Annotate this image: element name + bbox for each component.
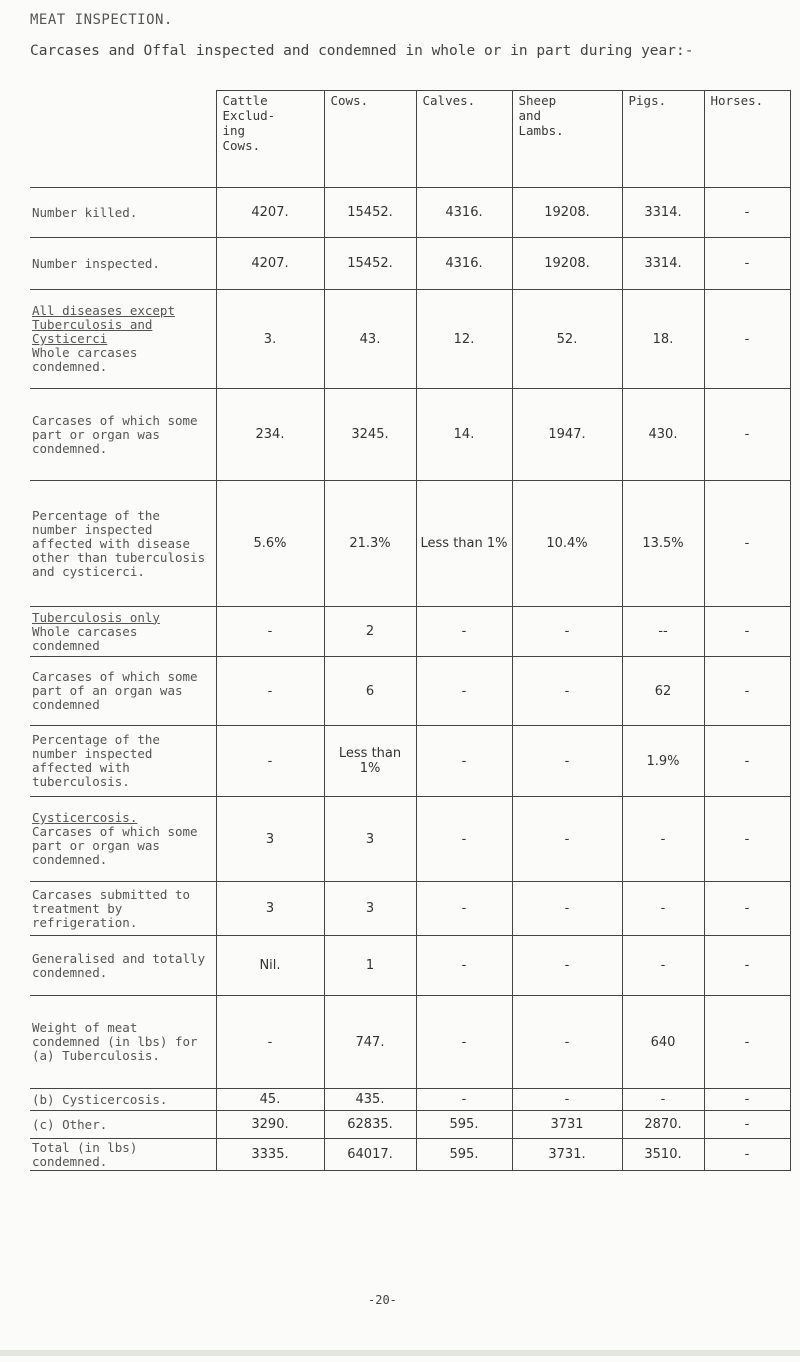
row-label: Carcases of which some part or organ was condemned. — [30, 389, 216, 481]
table-row — [30, 882, 790, 936]
cell-value: - — [704, 797, 790, 882]
header-corner — [30, 91, 216, 188]
cell-value: - — [216, 996, 324, 1089]
row-label: Percentage of the number inspected affected with disease other than tuberculosis and cysticerci. — [30, 481, 216, 607]
cell-value: - — [512, 996, 622, 1089]
section-heading: All diseases except Tuberculosis and Cysticerci — [32, 303, 175, 346]
row-label: Number inspected. — [30, 238, 216, 290]
cell-value: 3245. — [324, 389, 416, 481]
cell-value: - — [704, 1089, 790, 1111]
cell-value: 21.3% — [324, 481, 416, 607]
cell-value: 62835. — [324, 1111, 416, 1139]
cell-value: 3290. — [216, 1111, 324, 1139]
row-label: Percentage of the number inspected affected with tuberculosis. — [30, 726, 216, 797]
cell-value: - — [416, 936, 512, 996]
table-row — [30, 936, 790, 996]
cell-value: 3. — [216, 290, 324, 389]
cell-value: - — [512, 797, 622, 882]
table-row — [30, 481, 790, 607]
cell-value: 15452. — [324, 188, 416, 238]
cell-value: - — [704, 290, 790, 389]
cell-value: - — [704, 607, 790, 657]
table-row — [30, 1111, 790, 1139]
cell-value: 2870. — [622, 1111, 704, 1139]
col-header-cows: Cows. — [324, 91, 416, 188]
meat-inspection-table — [30, 90, 791, 1171]
cell-value: - — [416, 607, 512, 657]
cell-value: 595. — [416, 1139, 512, 1171]
cell-value: - — [416, 657, 512, 726]
cell-value: 15452. — [324, 238, 416, 290]
cell-value: 3510. — [622, 1139, 704, 1171]
cell-value: - — [704, 188, 790, 238]
cell-value: - — [216, 726, 324, 797]
row-label: (c) Other. — [30, 1111, 216, 1139]
cell-value: Nil. — [216, 936, 324, 996]
table-row — [30, 188, 790, 238]
row-label: Carcases submitted to treatment by refrigeration. — [30, 882, 216, 936]
cell-value: 3 — [216, 797, 324, 882]
row-label: Total (in lbs) condemned. — [30, 1139, 216, 1171]
row-label: (b) Cysticercosis. — [30, 1089, 216, 1111]
cell-value: - — [704, 1139, 790, 1171]
table-row — [30, 726, 790, 797]
table-row — [30, 238, 790, 290]
cell-value: - — [704, 481, 790, 607]
cell-value: 3 — [324, 882, 416, 936]
cell-value: Less than 1% — [416, 481, 512, 607]
cell-value: 19208. — [512, 238, 622, 290]
cell-value: 5.6% — [216, 481, 324, 607]
table-row — [30, 1089, 790, 1111]
col-header-calves: Calves. — [416, 91, 512, 188]
cell-value: -- — [622, 607, 704, 657]
cell-value: 3335. — [216, 1139, 324, 1171]
cell-value: - — [416, 882, 512, 936]
cell-value: 430. — [622, 389, 704, 481]
header-row — [30, 91, 790, 188]
table-row — [30, 996, 790, 1089]
cell-value: 3731. — [512, 1139, 622, 1171]
cell-value: 62 — [622, 657, 704, 726]
cell-value: 18. — [622, 290, 704, 389]
row-label: Carcases of which some part of an organ was condemned — [30, 657, 216, 726]
table-row — [30, 290, 790, 389]
table-row — [30, 607, 790, 657]
section-heading: Tuberculosis only — [32, 609, 160, 625]
cell-value: Less than 1% — [324, 726, 416, 797]
table-row — [30, 657, 790, 726]
cell-value: - — [216, 657, 324, 726]
cell-value: 43. — [324, 290, 416, 389]
cell-value: 3314. — [622, 188, 704, 238]
cell-value: - — [622, 882, 704, 936]
cell-value: 435. — [324, 1089, 416, 1111]
cell-value: 3 — [324, 797, 416, 882]
cell-value: - — [512, 726, 622, 797]
page-bottom-edge — [0, 1350, 800, 1356]
cell-value: - — [704, 882, 790, 936]
cell-value: 4316. — [416, 188, 512, 238]
row-label: Weight of meat condemned (in lbs) for (a) Tuberculosis. — [30, 996, 216, 1089]
cell-value: - — [704, 389, 790, 481]
page-heading: MEAT INSPECTION. — [30, 12, 173, 28]
cell-value: - — [622, 797, 704, 882]
cell-value: - — [416, 996, 512, 1089]
cell-value: 45. — [216, 1089, 324, 1111]
col-header-pigs: Pigs. — [622, 91, 704, 188]
col-header-horses: Horses. — [704, 91, 790, 188]
cell-value: - — [512, 1089, 622, 1111]
page-subtitle: Carcases and Offal inspected and condemned in whole or in part during year:- — [30, 43, 694, 59]
row-label: All diseases except Tuberculosis and Cysticerci Whole carcases condemned. — [30, 290, 216, 389]
cell-value: - — [622, 936, 704, 996]
section-heading: Cysticercosis. — [32, 810, 138, 825]
cell-value: 10.4% — [512, 481, 622, 607]
row-label: Number killed. — [30, 188, 216, 238]
cell-value: - — [704, 1111, 790, 1139]
cell-value: 3731 — [512, 1111, 622, 1139]
cell-value: 640 — [622, 996, 704, 1089]
cell-value: 1947. — [512, 389, 622, 481]
table-row — [30, 1139, 790, 1171]
cell-value: - — [512, 607, 622, 657]
page-number: -20- — [368, 1293, 397, 1307]
cell-value: - — [622, 1089, 704, 1111]
cell-value: 19208. — [512, 188, 622, 238]
cell-value: 1 — [324, 936, 416, 996]
cell-value: 4207. — [216, 238, 324, 290]
col-header-cattle: Cattle Exclud- ing Cows. — [216, 91, 324, 188]
cell-value: - — [512, 936, 622, 996]
cell-value: 64017. — [324, 1139, 416, 1171]
row-label: Tuberculosis only Whole carcases condemned — [30, 607, 216, 657]
row-label: Generalised and totally condemned. — [30, 936, 216, 996]
col-header-sheep: Sheep and Lambs. — [512, 91, 622, 188]
cell-value: - — [704, 657, 790, 726]
cell-value: 3314. — [622, 238, 704, 290]
cell-value: - — [704, 726, 790, 797]
cell-value: - — [416, 797, 512, 882]
cell-value: - — [512, 657, 622, 726]
cell-value: - — [704, 238, 790, 290]
table-row — [30, 797, 790, 882]
cell-value: - — [416, 1089, 512, 1111]
cell-value: - — [216, 607, 324, 657]
cell-value: - — [704, 936, 790, 996]
cell-value: 1.9% — [622, 726, 704, 797]
cell-value: 595. — [416, 1111, 512, 1139]
cell-value: 4207. — [216, 188, 324, 238]
cell-value: - — [416, 726, 512, 797]
cell-value: 6 — [324, 657, 416, 726]
cell-value: 14. — [416, 389, 512, 481]
cell-value: - — [512, 882, 622, 936]
cell-value: 234. — [216, 389, 324, 481]
cell-value: - — [704, 996, 790, 1089]
cell-value: 3 — [216, 882, 324, 936]
cell-value: 13.5% — [622, 481, 704, 607]
cell-value: 12. — [416, 290, 512, 389]
cell-value: 52. — [512, 290, 622, 389]
cell-value: 4316. — [416, 238, 512, 290]
table-row — [30, 389, 790, 481]
cell-value: 2 — [324, 607, 416, 657]
row-label: Cysticercosis. Carcases of which some part or organ was condemned. — [30, 797, 216, 882]
cell-value: 747. — [324, 996, 416, 1089]
